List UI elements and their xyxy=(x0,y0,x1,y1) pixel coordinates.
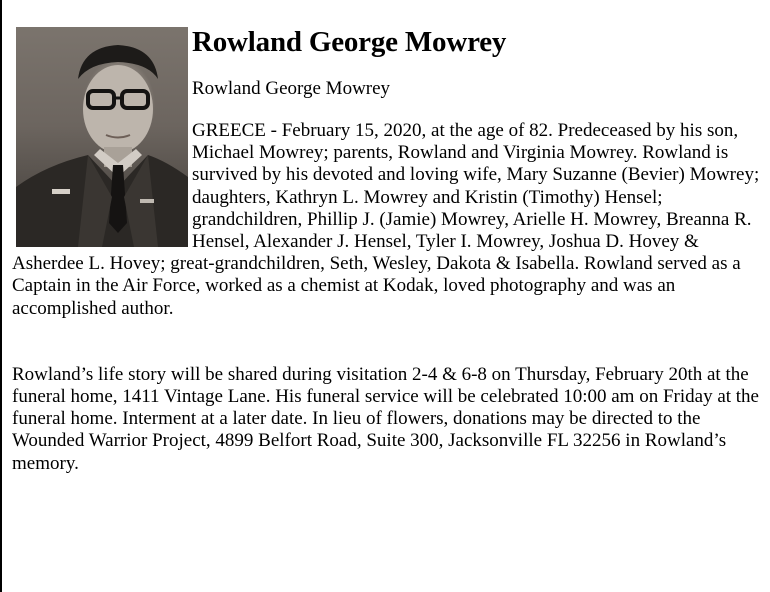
portrait-illustration xyxy=(16,27,188,247)
obituary-paragraph-1: GREECE - February 15, 2020, at the age of 82. Predeceased by his son, Michael Mowrey; parents, Rowland and Virginia Mowrey. Rowland is survived by his devoted and loving wife, Mary Suzanne (Bevier) Mowrey; daughters, Kathryn L. Mowrey and Kristin (Timothy) Hensel; grandchildren, Phillip J. (Jamie) Mowrey, Arielle H. Mowrey, Breanna R. Hensel, Alexander J. Hensel, Tyler I. Mowrey, Joshua D. Hovey & Asherdee L. Hovey; great-grandchildren, Seth, Wesley, Dakota & Isabella. Rowland served as a Captain in the Air Force, worked as a chemist at Kodak, loved photography and was an accomplished author. xyxy=(12,120,760,319)
obituary-article xyxy=(12,0,760,475)
page-title: Rowland George Mowrey xyxy=(192,26,507,58)
left-border-rule xyxy=(0,0,2,592)
portrait-photo xyxy=(16,27,188,247)
name-line: Rowland George Mowrey xyxy=(192,78,391,99)
obituary-paragraph-2: Rowland’s life story will be shared during visitation 2-4 & 6-8 on Thursday, February 20th at the funeral home, 1411 Vintage Lane. His funeral service will be celebrated 10:00 am on Friday at the funeral home. Interment at a later date. In lieu of flowers, donations may be directed to the Wounded Warrior Project, 4899 Belfort Road, Suite 300, Jacksonville FL 32256 in Rowland’s memory. xyxy=(12,363,759,474)
